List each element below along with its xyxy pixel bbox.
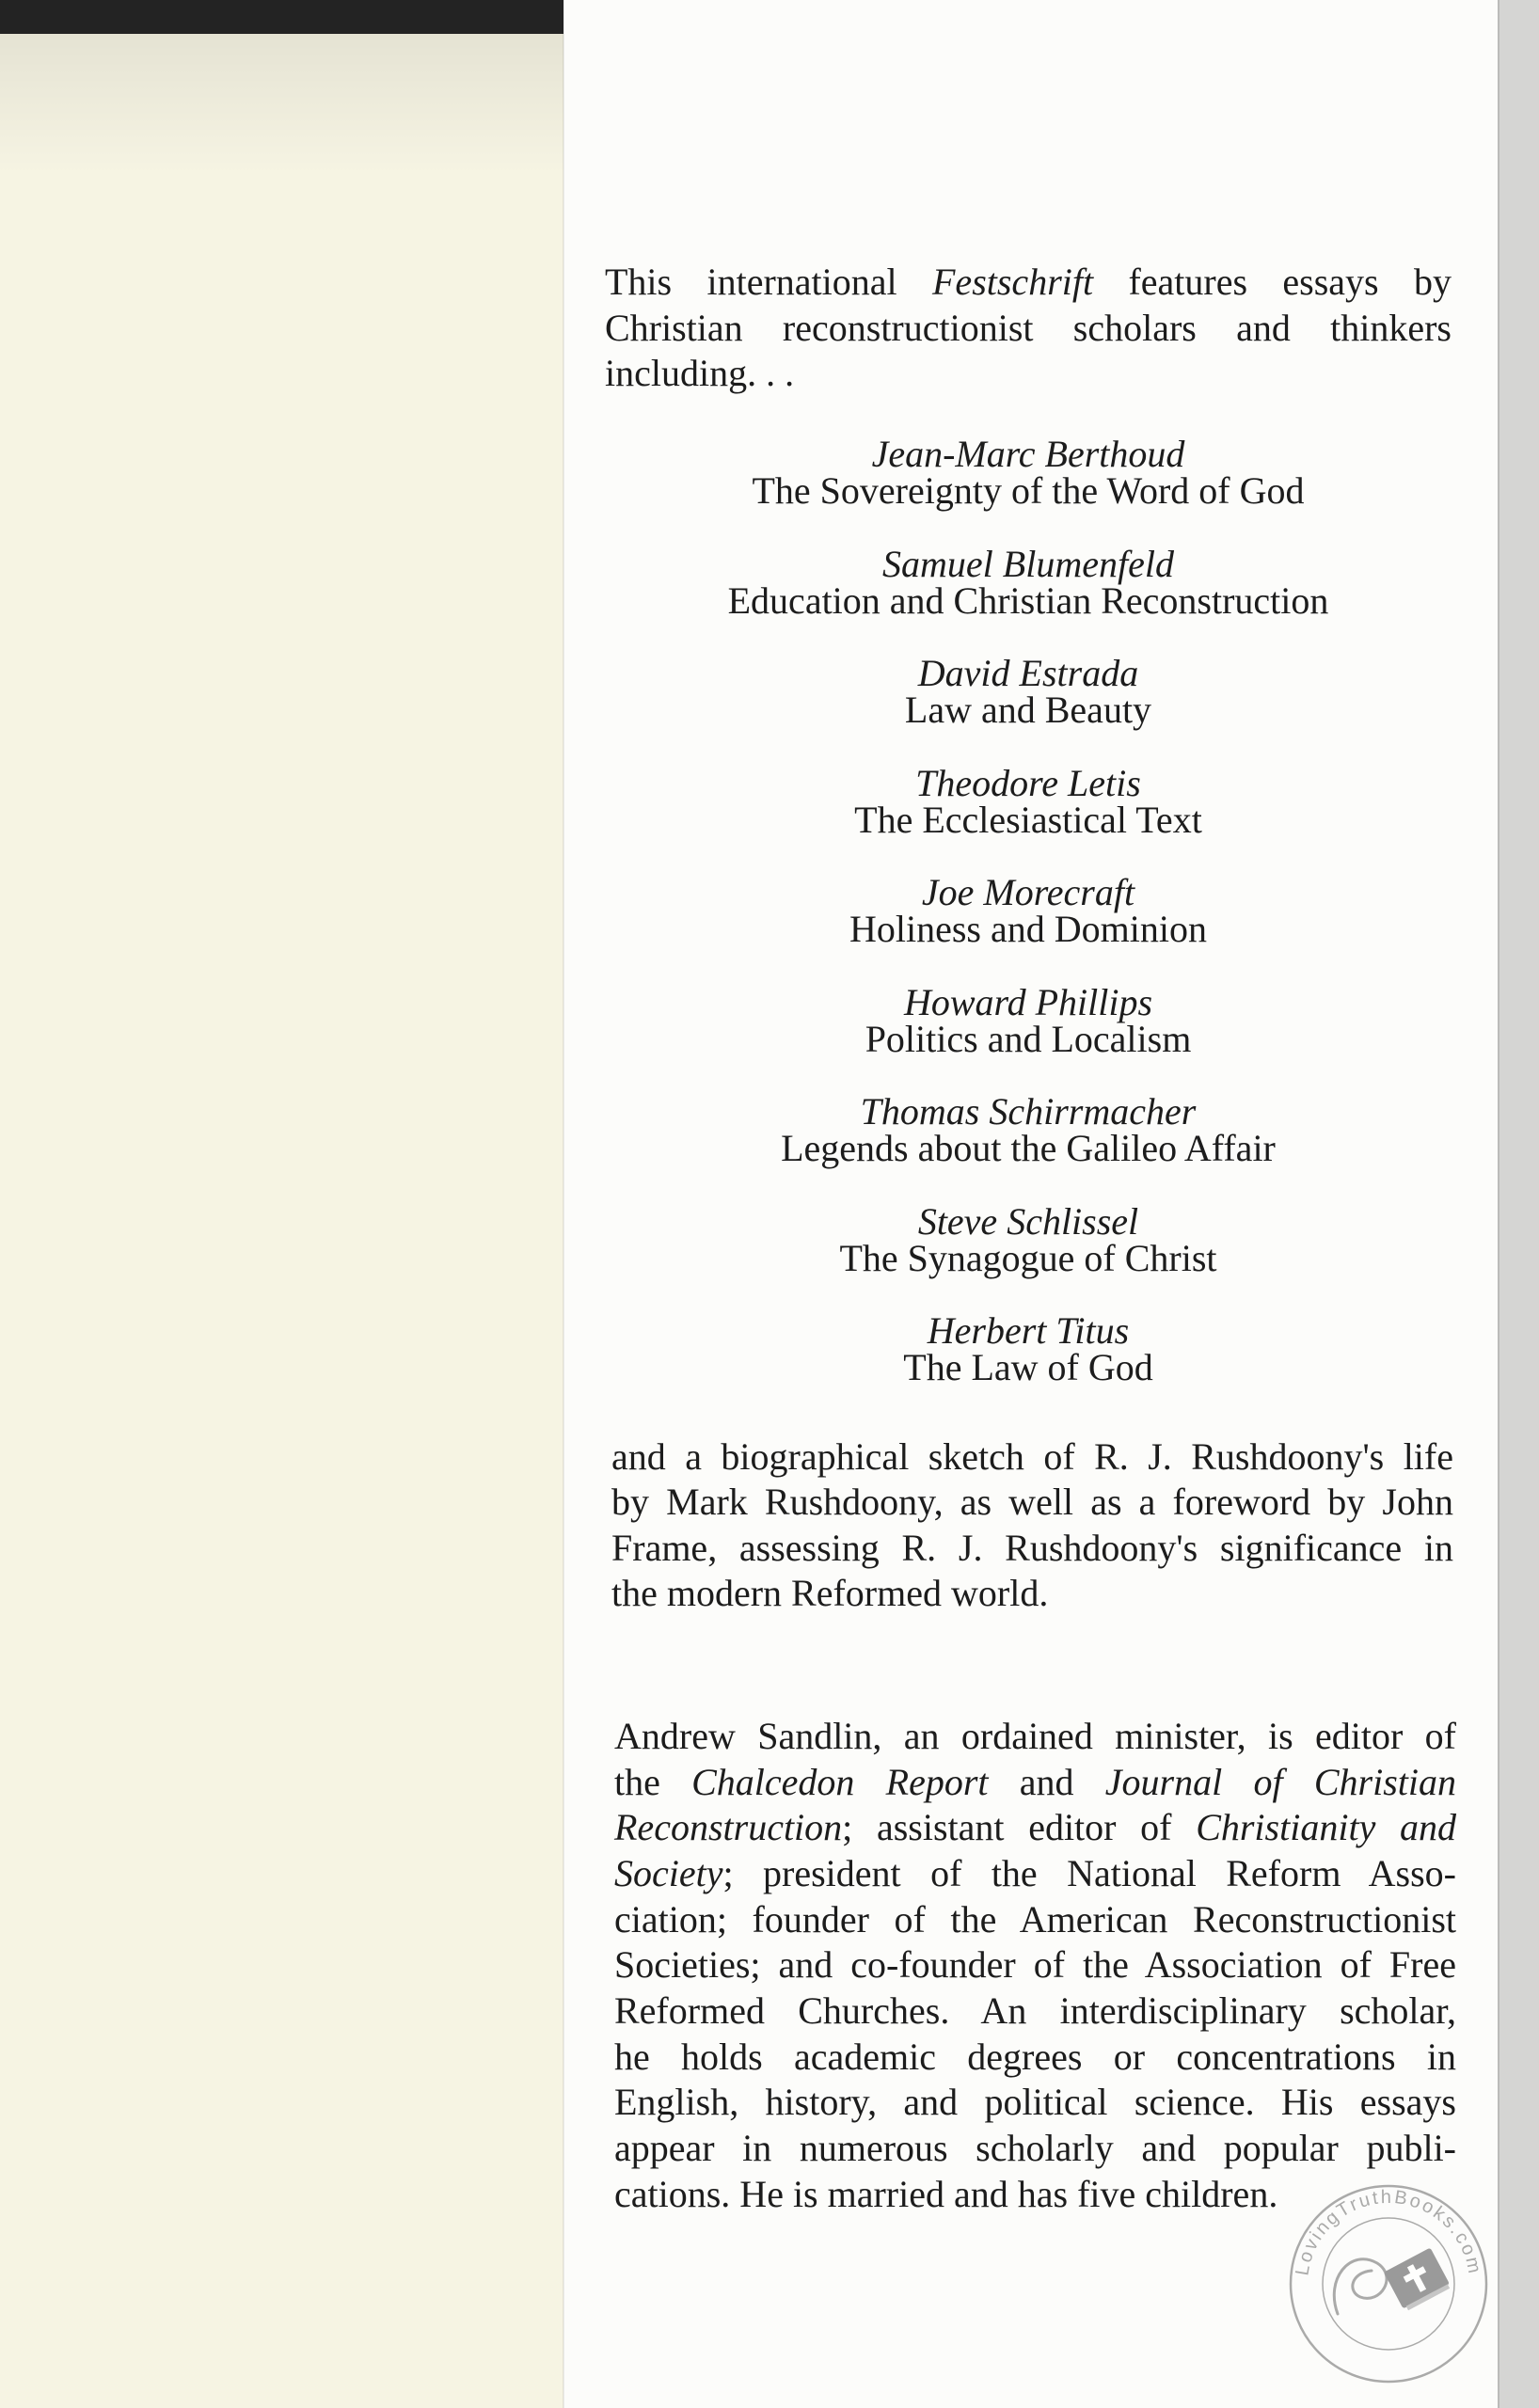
contributor-entry (605, 542, 1452, 622)
italic-text: Chalcedon Report (691, 1760, 989, 1803)
roman-text: Frame, assessing R. J. Rushdoony's significance in (611, 1526, 1453, 1569)
roman-text: and a biographical sketch of R. J. Rushdoony's life (611, 1435, 1453, 1478)
italic-text: Festschrift (932, 261, 1094, 303)
roman-text: features essays by (1093, 261, 1452, 303)
contributor-list (605, 433, 1452, 1422)
stamp-text-path: LovingTruthBooks.com (1292, 2186, 1485, 2277)
text-line (614, 1942, 1456, 1988)
roman-text: the modern Reformed world. (611, 1572, 1049, 1615)
essay-title: Legends about the Galileo Affair (781, 1127, 1276, 1169)
roman-text: by Mark Rushdoony, as well as a foreword by John (611, 1481, 1453, 1524)
text-line (611, 1434, 1453, 1480)
text-line (614, 1897, 1456, 1943)
roman-text: English, history, and political science. His essays (614, 2081, 1456, 2124)
italic-text: Journal of Christian (1104, 1760, 1456, 1803)
text-line (611, 1571, 1453, 1616)
contributor-name: David Estrada (917, 652, 1139, 694)
contributor-name: Howard Phillips (903, 980, 1153, 1023)
roman-text: he holds academic degrees or concentrations in (614, 2035, 1456, 2078)
text-line (611, 1526, 1453, 1571)
roman-text: including. . . (605, 352, 795, 394)
contributor-name: Steve Schlissel (917, 1199, 1139, 1243)
roman-text: cations. He is married and has five children. (614, 2172, 1278, 2215)
essay-title: The Sovereignty of the Word of God (752, 469, 1305, 512)
essay-title: Holiness and Dominion (849, 908, 1207, 950)
text-line (614, 1805, 1456, 1851)
text-line (614, 2035, 1456, 2081)
contributor-name: Jean-Marc Berthoud (871, 433, 1185, 475)
contributor-entry (605, 761, 1452, 841)
text-line (614, 2080, 1456, 2126)
roman-text: appear in numerous scholarly and popular publi- (614, 2126, 1456, 2169)
essay-title: Politics and Localism (865, 1017, 1192, 1060)
text-line (614, 1714, 1456, 1760)
text-line (614, 1851, 1456, 1897)
italic-text: Reconstruction (614, 1806, 843, 1849)
contributor-name: Samuel Blumenfeld (882, 542, 1174, 585)
contributor-entry (605, 1309, 1452, 1388)
roman-text: and (988, 1760, 1105, 1803)
roman-text: the (614, 1760, 692, 1803)
text-line (611, 1480, 1453, 1525)
roman-text: Christian reconstructionist scholars and thinkers (605, 306, 1452, 349)
essay-title: The Synagogue of Christ (839, 1236, 1217, 1279)
text-line (605, 260, 1452, 306)
essay-title: Law and Beauty (904, 689, 1152, 731)
contributor-name: Theodore Letis (915, 761, 1141, 804)
contributor-entry (605, 1090, 1452, 1169)
watermark-stamp (1285, 2180, 1492, 2387)
roman-text: ; president of the National Reform Asso- (722, 1851, 1456, 1894)
contributor-entry (605, 1199, 1452, 1279)
roman-text: This international (605, 261, 932, 303)
roman-text: ciation; founder of the American Reconstructionist (614, 1897, 1456, 1941)
contributor-entry (605, 871, 1452, 950)
roman-text: ; assistant editor of (842, 1806, 1197, 1849)
closing-paragraph (611, 1434, 1453, 1617)
text-line (614, 1988, 1456, 2035)
text-line (605, 306, 1452, 352)
italic-text: Christianity and (1196, 1806, 1457, 1849)
contributor-entry (605, 433, 1452, 512)
essay-title: The Law of God (903, 1346, 1153, 1388)
contributor-entry (605, 652, 1452, 731)
left-flap-shadow (0, 34, 563, 175)
contributor-entry (605, 980, 1452, 1060)
essay-title: Education and Christian Reconstruction (727, 578, 1329, 622)
roman-text: Societies; and co-founder of the Association of Free (614, 1943, 1456, 1987)
text-line (614, 2126, 1456, 2172)
text-line (614, 1760, 1456, 1806)
top-edge-band (0, 0, 563, 34)
italic-text: Society (614, 1851, 723, 1894)
contributor-name: Herbert Titus (927, 1309, 1130, 1352)
roman-text: Reformed Churches. An interdisciplinary scholar, (614, 1988, 1456, 2032)
essay-title: The Ecclesiastical Text (854, 798, 1202, 841)
left-flap-panel (0, 0, 563, 2408)
contributor-name: Thomas Schirrmacher (860, 1090, 1197, 1133)
roman-text: Andrew Sandlin, an ordained minister, is editor of (614, 1715, 1456, 1757)
intro-paragraph (605, 260, 1452, 397)
contributor-name: Joe Morecraft (921, 871, 1135, 913)
text-line (605, 351, 1452, 397)
right-edge-strip (1498, 0, 1539, 2408)
author-bio-paragraph (614, 1714, 1456, 2217)
